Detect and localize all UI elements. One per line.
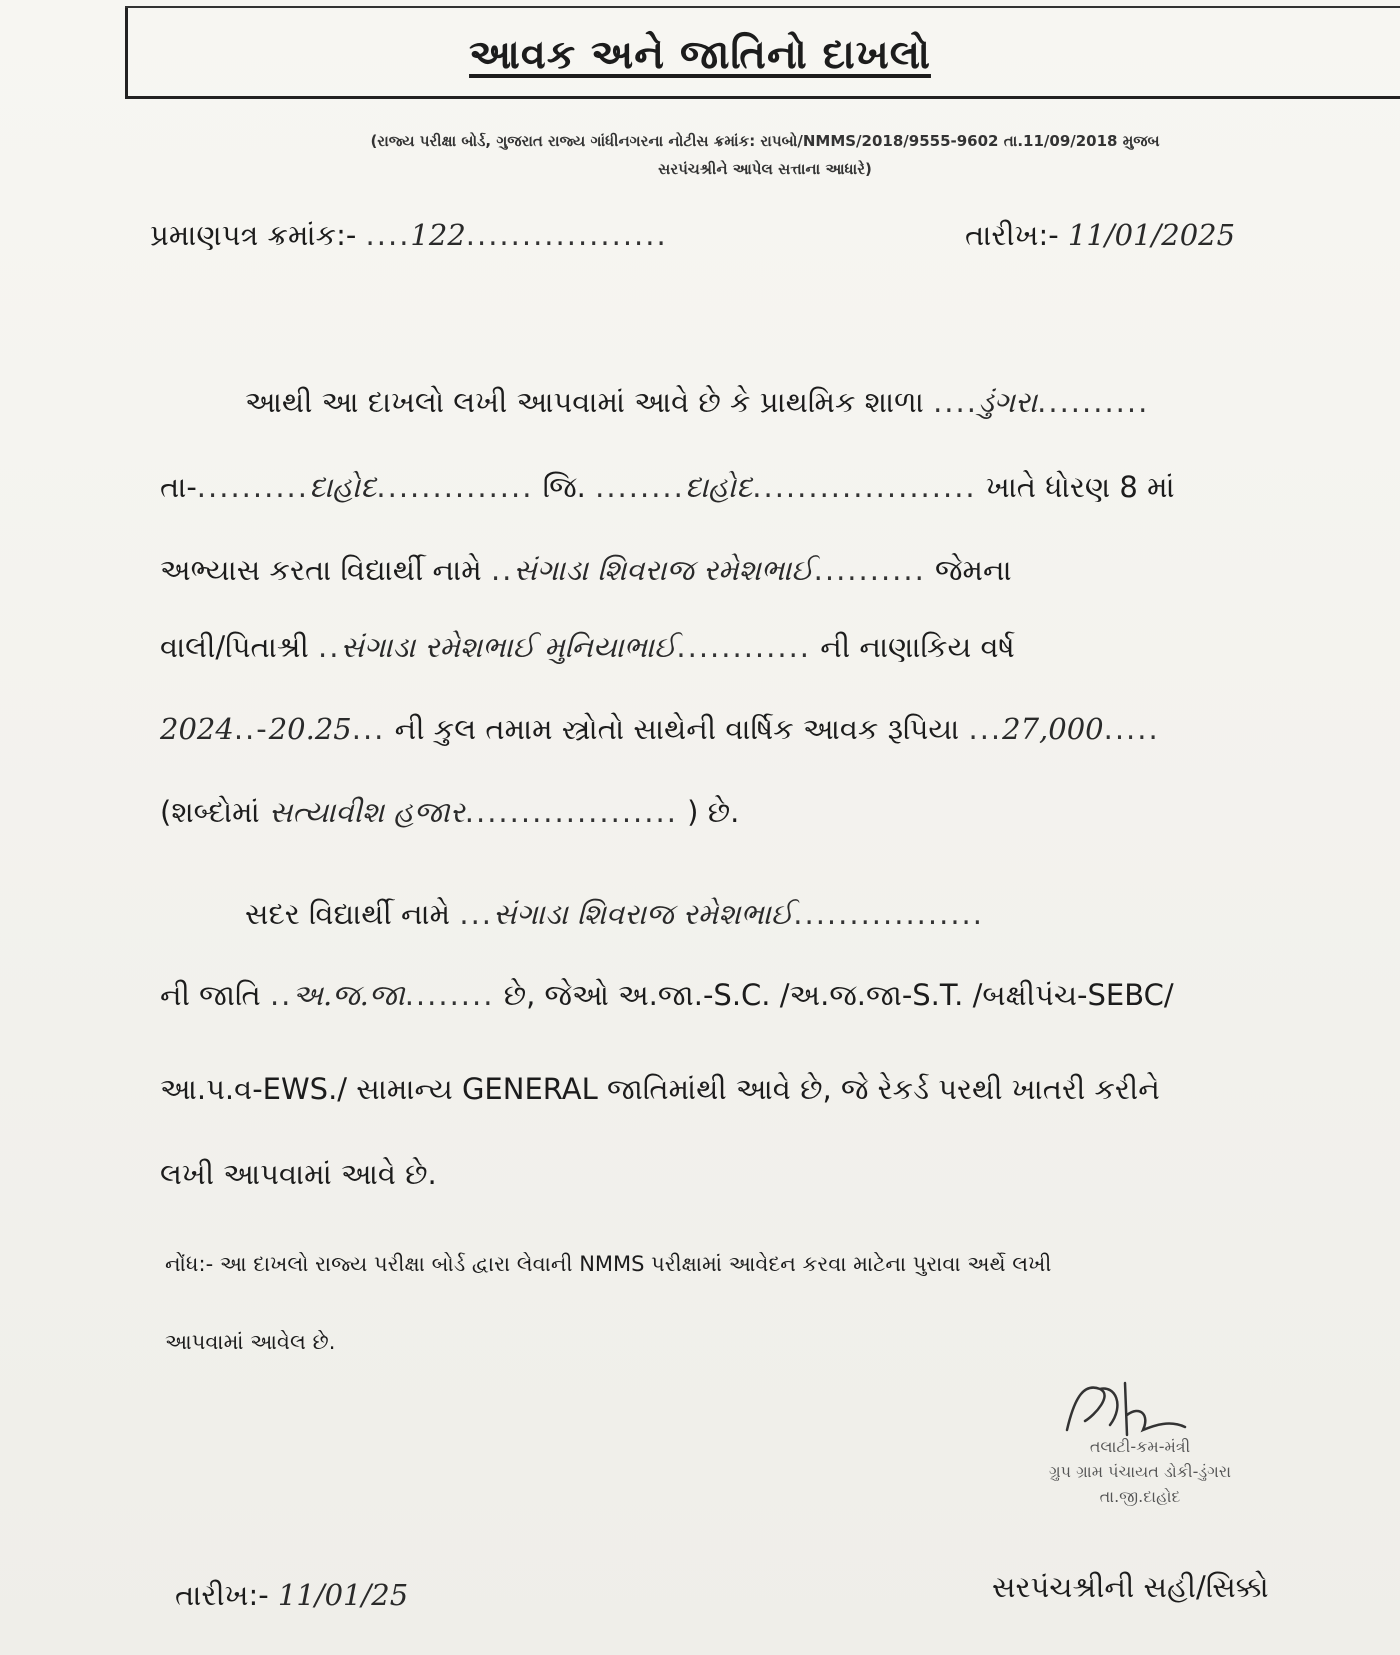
caste-label: ની જાતિ: [160, 978, 261, 1012]
district-label: જિ.: [542, 470, 586, 504]
certificate-date-value: 11/01/2025: [1067, 218, 1236, 252]
district-value: દાહોદ: [684, 470, 753, 504]
notice-line-1: (રાજ્ય પરીક્ષા બોર્ડ, ગુજરાત રાજ્ય ગાંધીનગરના નોટીસ ક્રમાંક: રાપબો/NMMS/2018/9555-9602 તા.11/09/2018 મુજબ: [370, 132, 1160, 150]
certificate-number-value: 122: [410, 218, 466, 252]
signature-caption: સરપંચશ્રીની સહી/સિક્કો: [992, 1570, 1269, 1604]
footer-date-value: 11/01/25: [277, 1578, 409, 1612]
p2-intro: સદર વિદ્યાર્થી નામે: [245, 897, 451, 931]
stamp-line-2: ગ્રુપ ગ્રામ પંચાયત ડોકી-ડુંગરા: [1048, 1462, 1232, 1481]
guardian-name: સંગાડા રમેશભાઈ મુનિયાભાઈ: [340, 630, 677, 664]
body-line-1: આથી આ દાખલો લખી આપવામાં આવે છે કે પ્રાથમિક શાળા ....ડુંગરા..........: [245, 385, 1150, 419]
income-words: સત્યાવીશ હજાર: [268, 795, 465, 829]
year-to: 20.25: [268, 712, 352, 746]
certificate-date-row: [965, 218, 1235, 253]
student-name: સંગાડા શિવરાજ રમેશભાઈ: [513, 553, 814, 587]
fy-text: ની નાણાકિય વર્ષ: [820, 630, 1015, 664]
standard-text: ખાતે ધોરણ 8 માં: [985, 470, 1175, 504]
certificate-number-row: પ્રમાણપત્ર ક્રમાંક:- ....122..................: [150, 218, 668, 252]
school-name: ડુંગરા: [977, 385, 1038, 419]
notice-line-2: સરપંચશ્રીને આપેલ સત્તાના આધારે): [658, 160, 872, 178]
student-name-2: સંગાડા શિવરાજ રમેશભાઈ: [493, 897, 794, 931]
taluka-label: તા-: [160, 470, 197, 504]
intro-text: આથી આ દાખલો લખી આપવામાં આવે છે કે પ્રાથમિક શાળા: [245, 385, 924, 419]
income-amount: 27,000: [1002, 712, 1104, 746]
body-line-4: વાલી/પિતાશ્રી ..સંગાડા રમેશભાઈ મુનિયાભાઈ............ ની નાણાકિય વર્ષ: [160, 630, 1015, 664]
stamp-line-1: તલાટી-કમ-મંત્રી: [1089, 1437, 1191, 1456]
guardian-label: વાલી/પિતાશ્રી: [160, 630, 309, 664]
footer-date-label: તારીખ:-: [175, 1578, 269, 1612]
stamp-line-3: તા.જી.દાહોદ: [1099, 1487, 1181, 1506]
handwritten-signature: [1055, 1375, 1195, 1445]
student-intro: અભ્યાસ કરતા વિદ્યાર્થી નામે: [160, 553, 482, 587]
income-text: ની કુલ તમામ સ્ત્રોતો સાથેની વાર્ષિક આવક રૂપિયા: [394, 712, 960, 746]
body-line-10: લખી આપવામાં આવે છે.: [160, 1157, 437, 1191]
note-line-1: નોંધ:- આ દાખલો રાજ્ય પરીક્ષા બોર્ડ દ્વારા લેવાની NMMS પરીક્ષામાં આવેદન કરવા માટેના પુરાવા અર્થે લખી: [165, 1252, 1052, 1276]
words-end: ) છે.: [687, 795, 740, 829]
caste-options: છે, જેઓ અ.જા.-S.C. /અ.જ.જા-S.T. /બક્ષીપંચ-SEBC/: [503, 978, 1174, 1012]
body-line-8: ની જાતિ ..અ.જ.જા........ છે, જેઓ અ.જા.-S.C. /અ.જ.જા-S.T. /બક્ષીપંચ-SEBC/: [160, 978, 1174, 1012]
caste-value: અ.જ.જા: [292, 978, 405, 1012]
note-line-2: આપવામાં આવેલ છે.: [165, 1330, 336, 1354]
body-line-9: આ.પ.વ-EWS./ સામાન્ય GENERAL જાતિમાંથી આવે છે, જે રેકર્ડ પરથી ખાતરી કરીને: [160, 1072, 1160, 1106]
year-from: 2024: [160, 712, 234, 746]
body-line-7: સદર વિદ્યાર્થી નામે ...સંગાડા શિવરાજ રમેશભાઈ.................: [245, 897, 984, 931]
body-line-5: 2024..-20.25... ની કુલ તમામ સ્ત્રોતો સાથેની વાર્ષિક આવક રૂપિયા ...27,000.....: [160, 712, 1160, 746]
body-line-6: (શબ્દોમાં સત્યાવીશ હજાર................... ) છે.: [160, 795, 740, 829]
certificate-date-label: તારીખ:-: [965, 218, 1059, 252]
body-line-2: તા-..........દાહોદ.............. જિ. ........દાહોદ.................... ખાતે ધોરણ 8 માં: [160, 470, 1175, 504]
footer-date-row: [175, 1578, 408, 1613]
header-frame-top: [125, 6, 1400, 8]
taluka-value: દાહોદ: [308, 470, 377, 504]
whose-text: જેમના: [935, 553, 1012, 587]
certificate-number-label: પ્રમાણપત્ર ક્રમાંક:-: [150, 218, 357, 252]
words-label: (શબ્દોમાં: [160, 795, 260, 829]
document-title: આવક અને જાતિનો દાખલો: [469, 32, 931, 78]
body-line-3: અભ્યાસ કરતા વિદ્યાર્થી નામે ..સંગાડા શિવરાજ રમેશભાઈ.......... જેમના: [160, 553, 1012, 587]
